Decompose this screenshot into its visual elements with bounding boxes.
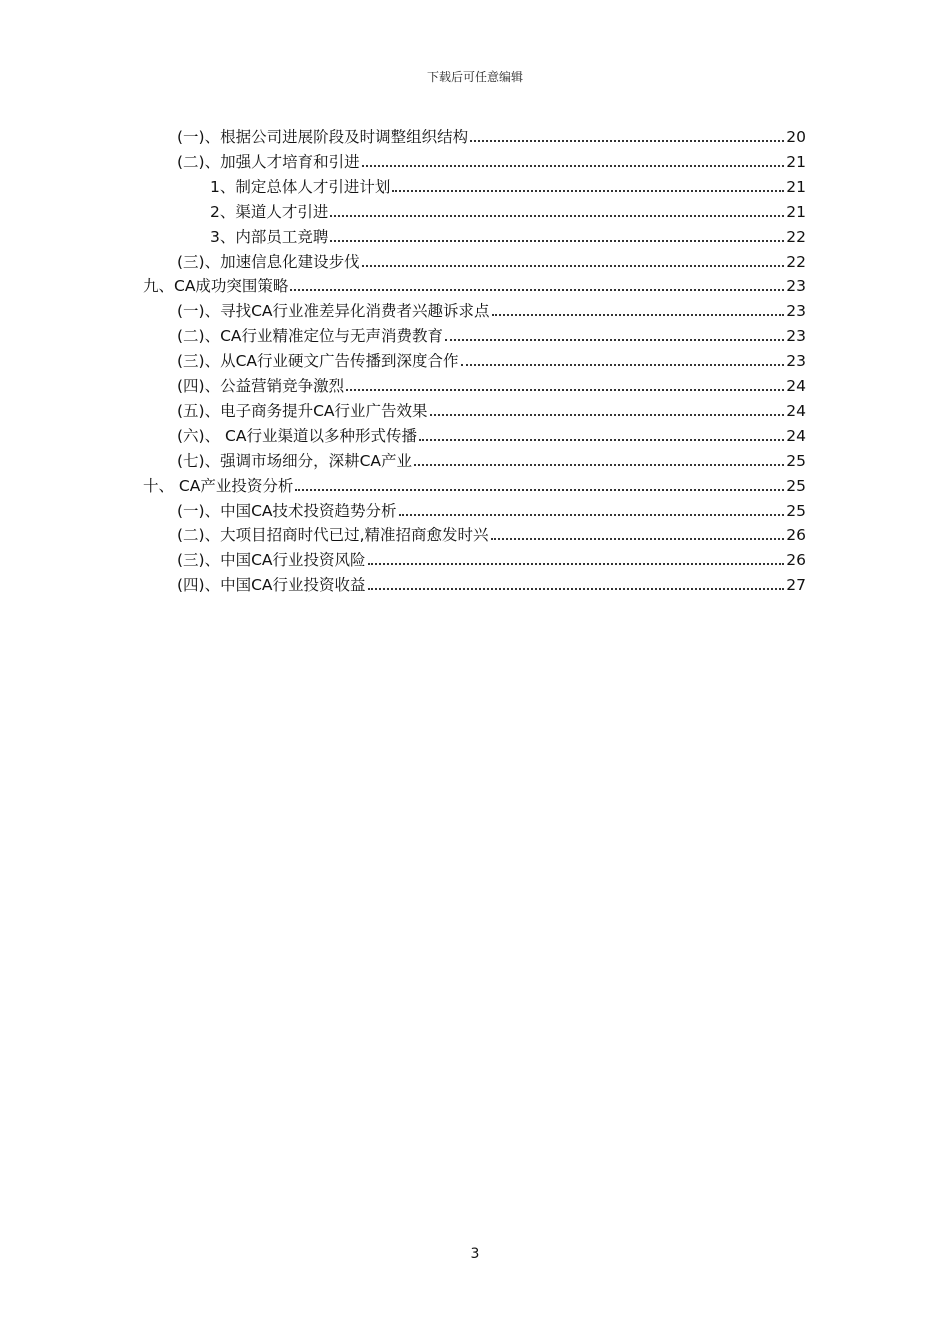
toc-entry-title: (二)、加强人才培育和引进 bbox=[177, 152, 360, 171]
toc-dot-leader bbox=[492, 314, 785, 316]
toc-dot-leader bbox=[330, 240, 784, 242]
page-header: 下载后可任意编辑 bbox=[426, 70, 523, 84]
toc-entry-page: 23 bbox=[786, 352, 806, 371]
toc-entry[interactable] bbox=[177, 251, 806, 273]
toc-entry[interactable] bbox=[143, 275, 806, 297]
toc-entry-page: 23 bbox=[786, 327, 806, 346]
toc-entry-page: 27 bbox=[786, 576, 806, 595]
toc-entry-page: 26 bbox=[786, 551, 806, 570]
toc-entry[interactable] bbox=[177, 524, 806, 546]
toc-entry-title: (一)、中国CA技术投资趋势分析 bbox=[177, 501, 397, 520]
toc-dot-leader bbox=[392, 190, 784, 192]
toc-entry-title: (五)、电子商务提升CA行业广告效果 bbox=[177, 401, 428, 420]
toc-entry[interactable] bbox=[177, 574, 806, 596]
toc-entry-page: 22 bbox=[786, 252, 806, 271]
toc-entry-title: (一)、寻找CA行业准差异化消费者兴趣诉求点 bbox=[177, 302, 490, 321]
toc-entry-title: (一)、根据公司进展阶段及时调整组织结构 bbox=[177, 128, 469, 146]
toc-dot-leader bbox=[445, 339, 784, 341]
toc-dot-leader bbox=[362, 265, 785, 267]
toc-dot-leader bbox=[295, 489, 784, 491]
toc-entry-title: (三)、从CA行业硬文广告传播到深度合作 bbox=[177, 352, 459, 371]
toc-entry-page: 25 bbox=[786, 476, 806, 495]
toc-entry[interactable] bbox=[177, 400, 806, 422]
toc-dot-leader bbox=[419, 439, 784, 441]
toc-entry-title: 十、 CA产业投资分析 bbox=[143, 476, 294, 495]
toc-dot-leader bbox=[430, 414, 785, 416]
toc-entry-page: 23 bbox=[786, 302, 806, 321]
toc-entry[interactable] bbox=[177, 126, 806, 148]
toc-entry[interactable] bbox=[210, 176, 806, 198]
toc-dot-leader bbox=[414, 464, 784, 466]
toc-entry[interactable] bbox=[177, 450, 806, 472]
toc-entry-title: 1、制定总体人才引进计划 bbox=[210, 177, 391, 196]
toc-dot-leader bbox=[346, 389, 784, 391]
toc-entry[interactable] bbox=[177, 325, 806, 347]
toc-entry-title: (七)、强调市场细分，深耕CA产业 bbox=[177, 451, 413, 470]
toc-entry-page: 23 bbox=[786, 277, 806, 296]
toc-entry-page: 24 bbox=[786, 377, 806, 395]
toc-dot-leader bbox=[399, 514, 785, 516]
toc-entry-title: (三)、中国CA行业投资风险 bbox=[177, 551, 366, 570]
toc-entry-page: 21 bbox=[786, 202, 806, 221]
toc-entry[interactable] bbox=[143, 475, 806, 497]
toc-entry-page: 21 bbox=[786, 152, 806, 171]
toc-entry-page: 21 bbox=[786, 177, 806, 196]
toc-entry[interactable] bbox=[210, 226, 806, 248]
toc-dot-leader bbox=[368, 563, 785, 565]
toc-entry-title: (四)、中国CA行业投资收益 bbox=[177, 576, 366, 595]
toc-entry-page: 25 bbox=[786, 501, 806, 520]
toc-entry[interactable] bbox=[210, 201, 806, 223]
toc-entry-title: (六)、 CA行业渠道以多种形式传播 bbox=[177, 426, 417, 445]
page-number: 3 bbox=[470, 1246, 480, 1262]
toc-entry-page: 22 bbox=[786, 227, 806, 246]
toc-entry-title: 3、内部员工竞聘 bbox=[210, 227, 329, 246]
toc-entry-title: (二)、CA行业精准定位与无声消费教育 bbox=[177, 327, 444, 346]
toc-entry[interactable] bbox=[177, 500, 806, 522]
toc-entry[interactable] bbox=[177, 350, 806, 372]
toc-entry-page: 26 bbox=[786, 526, 806, 545]
toc-entry-title: (三)、加速信息化建设步伐 bbox=[177, 252, 360, 271]
toc-entry[interactable] bbox=[177, 151, 806, 173]
toc-entry-page: 24 bbox=[786, 401, 806, 420]
toc-entry-title: (四)、公益营销竞争激烈 bbox=[177, 377, 345, 395]
toc-dot-leader bbox=[491, 538, 785, 540]
toc-entry-page: 24 bbox=[786, 426, 806, 445]
toc-dot-leader bbox=[330, 215, 784, 217]
toc-entry[interactable] bbox=[177, 300, 806, 322]
toc-dot-leader bbox=[290, 289, 784, 291]
toc-entry-page: 20 bbox=[786, 128, 806, 146]
toc-entry[interactable] bbox=[177, 375, 806, 397]
toc-dot-leader bbox=[470, 140, 784, 142]
toc-dot-leader bbox=[362, 165, 785, 167]
toc-entry[interactable] bbox=[177, 425, 806, 447]
toc-entry-title: 2、渠道人才引进 bbox=[210, 202, 329, 221]
toc-entry-page: 25 bbox=[786, 451, 806, 470]
toc-entry[interactable] bbox=[177, 549, 806, 571]
toc-entry-title: 九、CA成功突围策略 bbox=[143, 277, 289, 296]
toc-dot-leader bbox=[461, 364, 785, 366]
toc-entry-title: (二)、大项目招商时代已过,精准招商愈发时兴 bbox=[177, 526, 489, 545]
toc-dot-leader bbox=[368, 588, 785, 590]
